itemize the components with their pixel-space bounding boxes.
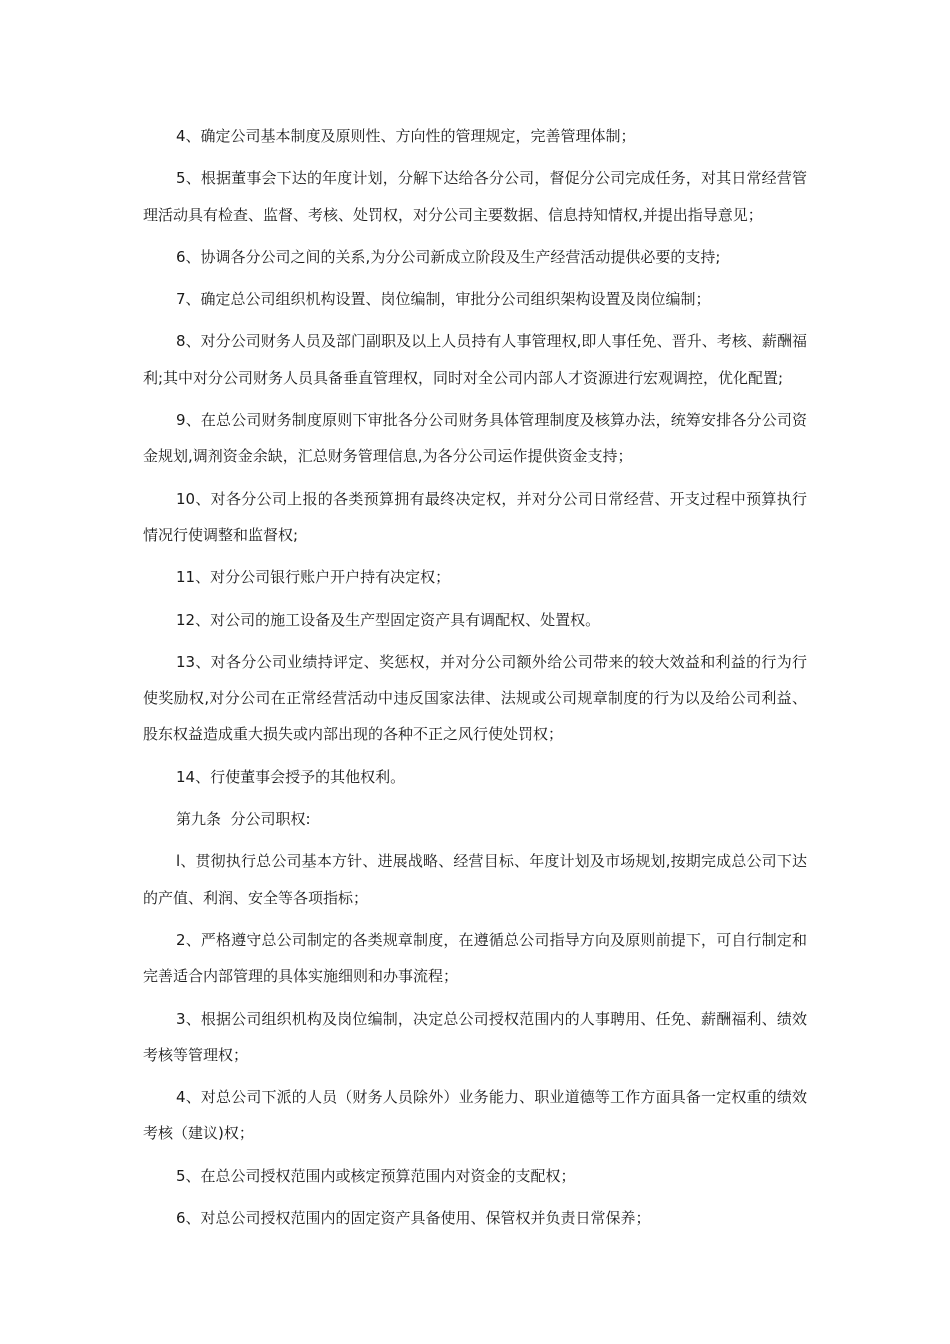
branch-item-4: 4、对总公司下派的人员（财务人员除外）业务能力、职业道德等工作方面具备一定权重的绩效考核（建议)权； [143, 1088, 807, 1143]
paragraph-item-13: 13、对各分公司业绩持评定、奖惩权，并对分公司额外给公司带来的较大效益和利益的行为行使奖励权,对分公司在正常经营活动中违反国家法律、法规或公司规章制度的行为以及给公司利益、股东权益造成重大损失或内部出现的各种不正之风行使处罚权； [143, 652, 807, 744]
paragraph-item-8: 8、对分公司财务人员及部门副职及以上人员持有人事管理权,即人事任免、晋升、考核、薪酬福利;其中对分公司财务人员具备垂直管理权，同时对全公司内部人才资源进行宏观调控，优化配置; [143, 332, 807, 387]
branch-item-5: 5、在总公司授权范围内或核定预算范围内对资金的支配权； [176, 1166, 576, 1185]
paragraph-item-14: 14、行使董事会授予的其他权利。 [176, 767, 406, 786]
paragraph-item-7: 7、确定总公司组织机构设置、岗位编制，审批分公司组织架构设置及岗位编制； [176, 290, 711, 309]
paragraph-item-4: 4、确定公司基本制度及原则性、方向性的管理规定，完善管理体制； [176, 127, 636, 145]
branch-item-3: 3、根据公司组织机构及岗位编制，决定总公司授权范围内的人事聘用、任免、薪酬福利、绩效考核等管理权； [143, 1009, 807, 1064]
branch-item-2: 2、严格遵守总公司制定的各类规章制度，在遵循总公司指导方向及原则前提下，可自行制定和完善适合内部管理的具体实施细则和办事流程； [143, 930, 807, 986]
document-body [143, 118, 807, 1242]
paragraph-item-11: 11、对分公司银行账户开户持有决定权； [176, 568, 451, 587]
paragraph-item-10: 10、对各分公司上报的各类预算拥有最终决定权，并对分公司日常经营、开支过程中预算执行情况行使调整和监督权; [143, 489, 807, 544]
paragraph-item-12: 12、对公司的施工设备及生产型固定资产具有调配权、处置权。 [176, 610, 601, 629]
article-heading: 第九条 分公司职权: [176, 810, 311, 829]
branch-item-1: l、贯彻执行总公司基本方针、进展战略、经营目标、年度计划及市场规划,按期完成总公司下达的产值、利润、安全等各项指标； [143, 852, 807, 907]
branch-item-6: 6、对总公司授权范围内的固定资产具备使用、保管权并负责日常保养； [176, 1209, 651, 1228]
paragraph-item-9: 9、在总公司财务制度原则下审批各分公司财务具体管理制度及核算办法，统筹安排各分公司资金规划,调剂资金余缺，汇总财务管理信息,为各分公司运作提供资金支持； [143, 411, 807, 466]
paragraph-item-5: 5、根据董事会下达的年度计划，分解下达给各分公司，督促分公司完成任务，对其日常经营管理活动具有检查、监督、考核、处罚权，对分公司主要数据、信息持知情权,并提出指导意见； [143, 169, 807, 224]
paragraph-item-6: 6、协调各分公司之间的关系,为分公司新成立阶段及生产经营活动提供必要的支持; [176, 247, 721, 266]
